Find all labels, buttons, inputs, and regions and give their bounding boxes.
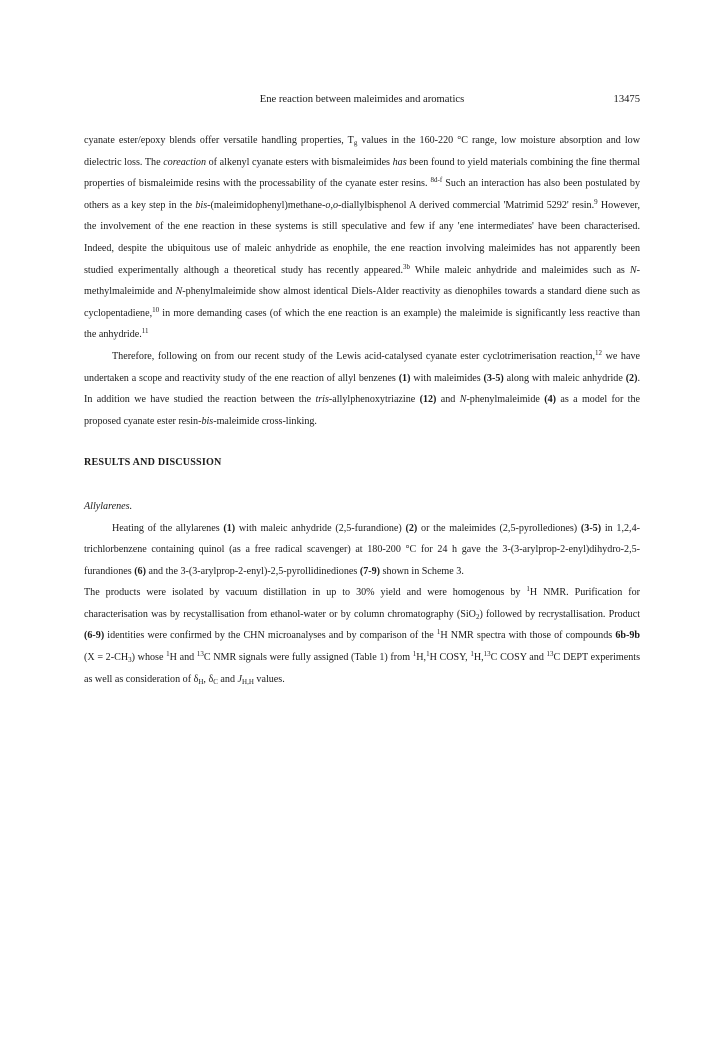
compound-number: (4) xyxy=(544,394,557,406)
text-run: H, xyxy=(473,652,484,664)
italic-run: coreaction xyxy=(163,156,206,168)
running-head xyxy=(84,92,640,108)
text-run: -methylmaleimide and xyxy=(84,264,640,298)
text-run: C DEPT experiments as well as consideration of δ xyxy=(84,652,641,685)
italic-run: o,o xyxy=(325,199,339,211)
superscript: 1 xyxy=(412,650,417,659)
text-run: -maleimide cross-linking. xyxy=(213,415,317,427)
italic-run: N xyxy=(459,394,467,406)
text-run: -allylphenoxytriazine xyxy=(328,394,420,406)
superscript: 13 xyxy=(196,650,204,659)
compound-number: (12) xyxy=(419,394,437,406)
text-run: H NMR. Purification for characterisation was by recystallisation from ethanol-water or by column chromatography (SiO xyxy=(84,587,640,620)
compound-number: (6-9) xyxy=(84,630,105,642)
text-run: shown in Scheme 3. xyxy=(380,565,464,577)
compound-number: (2) xyxy=(625,372,638,384)
subscript: 3 xyxy=(128,656,132,665)
text-run: with maleimides xyxy=(410,372,484,384)
text-run: Such an interaction has also been postulated by others as a key step in the xyxy=(84,178,640,211)
citation-superscript: 9 xyxy=(594,197,598,206)
compound-number: (3-5) xyxy=(580,522,602,534)
text-run: and the 3-(3-arylprop-2-enyl)-2,5-pyrollidinediones xyxy=(145,565,360,577)
subscript: H xyxy=(198,677,204,686)
text-run: values in the 160-220 °C range, low moisture absorption and low dielectric loss. The xyxy=(84,135,641,168)
subscript: 2 xyxy=(475,612,480,621)
text-run: ) whose xyxy=(131,652,167,664)
superscript: 13 xyxy=(546,650,554,659)
compound-number: 6b-9b xyxy=(615,630,640,642)
page-number: 13475 xyxy=(613,94,640,105)
text-run: we have undertaken a scope and reactivity study of the ene reaction of allyl benzenes xyxy=(84,350,640,384)
text-run: H COSY, xyxy=(429,652,471,664)
text-run: (X = 2-CH xyxy=(84,652,129,664)
text-run: C COSY and xyxy=(490,652,547,664)
italic-run: bis xyxy=(201,415,214,427)
paragraph-heating-allylarenes xyxy=(84,518,640,583)
text-run: While maleic anhydride and maleimides such as xyxy=(410,264,630,276)
text-run: along with maleic anhydride xyxy=(503,372,626,384)
compound-number: (6) xyxy=(134,565,146,577)
text-run: H NMR spectra with those of compounds xyxy=(440,630,616,642)
paragraph-cyanate-ester-blends xyxy=(84,130,640,346)
paragraph-scope-study xyxy=(84,346,640,432)
text-run: in 1,2,4-trichlorbenzene containing quinol (as a free radical scavenger) at 180-200 °C for 24 h gave the 3-(3-arylprop-2-enyl)dihydro-2,5-furandiones xyxy=(84,522,640,577)
superscript: 13 xyxy=(483,650,491,659)
text-run: -phenylmaleimide show almost identical Diels-Alder reactivity as dienophiles towards a standard diene such as cyclopentadiene, xyxy=(84,286,640,319)
text-run: with maleic anhydride (2,5-furandione) xyxy=(235,522,406,534)
italic-run: J xyxy=(237,673,243,685)
paragraph-product-isolation xyxy=(84,582,640,690)
text-run: However, the involvement of the ene reaction in these systems is still speculative and few if any 'ene intermediates' have been characterised. Indeed, despite the ubiquitous use of maleic anhydride as enophile, the ene reaction involving maleimides has not apparently been studied experimentally although a theoretical study has recently appeared. xyxy=(84,199,640,276)
italic-run: bis xyxy=(195,199,208,211)
text-run: cyanate ester/epoxy blends offer versatile handling properties, T xyxy=(84,135,354,146)
text-run: of alkenyl cyanate esters with bismaleimides xyxy=(206,156,393,168)
compound-number: (3-5) xyxy=(483,372,504,384)
citation-superscript: 11 xyxy=(141,327,149,336)
text-run: , δ xyxy=(203,673,214,685)
text-run: as a model for the proposed cyanate ester resin- xyxy=(84,394,640,427)
compound-number: (1) xyxy=(223,522,236,534)
text-run: values. xyxy=(253,673,285,685)
superscript: 1 xyxy=(166,650,170,659)
superscript: 1 xyxy=(470,650,474,659)
compound-number: (1) xyxy=(398,372,411,384)
article-body xyxy=(84,130,640,690)
citation-superscript: 3b xyxy=(403,262,410,271)
text-run: -(maleimidophenyl)methane- xyxy=(207,199,326,211)
text-run: C NMR signals were fully assigned (Table 1) from xyxy=(203,652,413,664)
superscript: 1 xyxy=(526,585,530,594)
compound-number: (2) xyxy=(405,522,418,534)
text-run: -diallylbisphenol A derived commercial 'Matrimid 5292' resin. xyxy=(338,199,595,211)
text-run: and xyxy=(217,673,238,685)
text-run: H and xyxy=(169,652,197,664)
subscript: g xyxy=(353,139,358,147)
text-run: ) followed by recrystallisation. Product xyxy=(479,608,640,620)
text-run: Therefore, following on from our recent study of the Lewis acid-catalysed cyanate ester cyclotrimerisation reaction, xyxy=(112,350,595,362)
text-run: . In addition we have studied the reaction between the xyxy=(84,372,640,406)
text-run: Heating of the allylarenes xyxy=(112,522,224,534)
italic-run: tris xyxy=(315,394,329,406)
text-run: or the maleimides (2,5-pyrollediones) xyxy=(417,522,581,534)
text-run: and xyxy=(436,394,460,406)
subscript: C xyxy=(213,677,218,686)
text-run: been found to yield materials combining the fine thermal properties of bismaleimide resins with the processability of the cyanate ester resins. xyxy=(84,156,641,190)
citation-superscript: 12 xyxy=(594,348,602,357)
italic-run: has xyxy=(392,156,407,168)
text-run: identities were confirmed by the CHN microanalyses and by comparison of the xyxy=(104,630,437,642)
superscript: 1 xyxy=(426,650,430,659)
running-title: Ene reaction between maleimides and aromatics xyxy=(259,94,465,105)
subscript: H,H xyxy=(242,677,254,686)
subsection-heading: Allylarenes. xyxy=(84,500,133,512)
text-run: H, xyxy=(416,652,427,664)
text-run: The products were isolated by vacuum distillation in up to 30% yield and were homogenous by xyxy=(84,587,527,599)
italic-run: N xyxy=(175,286,183,298)
text-run: -phenylmaleimide xyxy=(466,394,545,406)
citation-superscript: 8d-f xyxy=(430,176,443,185)
section-heading: RESULTS AND DISCUSSION xyxy=(84,457,222,469)
citation-superscript: 10 xyxy=(152,305,160,314)
superscript: 1 xyxy=(436,628,441,637)
italic-run: N xyxy=(629,264,637,276)
compound-number: (7-9) xyxy=(359,565,381,577)
text-run: in more demanding cases (of which the ene reaction is an example) the maleimide is significantly less reactive than the anhydride. xyxy=(84,307,640,341)
